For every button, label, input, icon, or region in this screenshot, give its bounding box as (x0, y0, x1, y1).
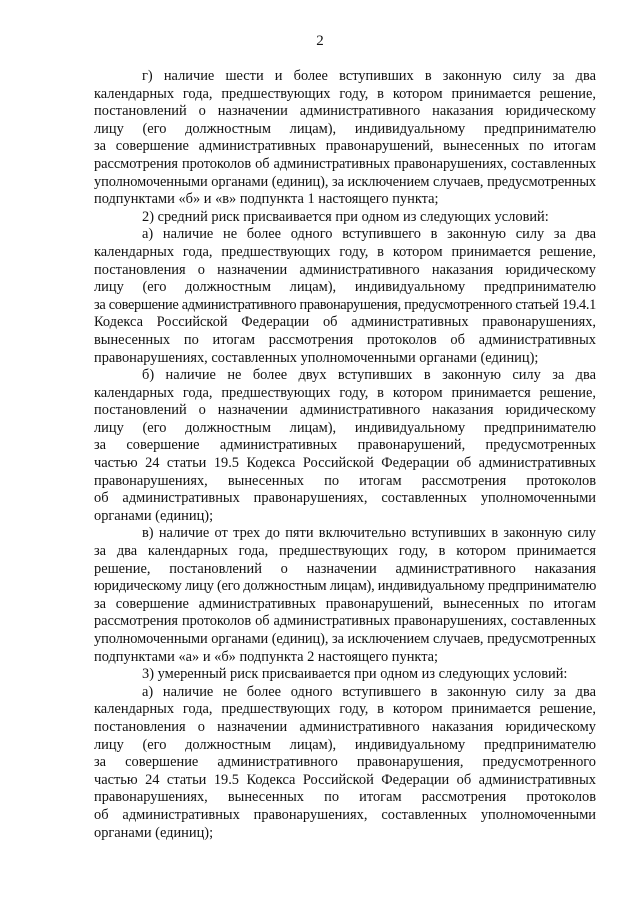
text-line: органами (единиц); (94, 824, 214, 841)
text-line: правонарушениях, составленных уполномоченными органами (единиц); (94, 349, 539, 366)
text-line: рассмотрения протоколов об административных правонарушениях, составленных (94, 613, 596, 630)
text-line: правонарушениях, вынесенных по итогам рассмотрения протоколов (94, 789, 596, 806)
text-line: вынесенных по итогам рассмотрения протоколов об административных (94, 331, 596, 348)
text-line: рассмотрения протоколов об административных правонарушениях, составленных (94, 155, 596, 172)
text-line: лицу (его должностным лицам), индивидуальному предпринимателю (94, 279, 596, 296)
text-line: об административных правонарушениях, составленных уполномоченными (94, 806, 596, 823)
text-line: подпунктами «б» и «в» подпункта 1 настоящего пункта; (94, 191, 439, 208)
text-line: постановления о назначении административного наказания юридическому (94, 261, 596, 278)
text-line: календарных года, предшествующих году, в котором принимается решение, (94, 243, 596, 260)
document-body (94, 68, 596, 842)
text-line: постановлений о назначении административного наказания юридическому (94, 103, 596, 120)
text-line: лицу (его должностным лицам), индивидуальному предпринимателю (94, 736, 596, 753)
text-line: а) наличие не более одного вступившего в законную силу за два (142, 683, 596, 700)
text-line: за совершение административных правонарушений, вынесенных по итогам (94, 138, 596, 155)
text-line: за совершение административного правонарушения, предусмотренного статьей 19.4.1 (94, 296, 596, 313)
text-line: календарных года, предшествующих году, в котором принимается решение, (94, 701, 596, 718)
text-line: за совершение административных правонарушений, вынесенных по итогам (94, 595, 596, 612)
text-line: юридическому лицу (его должностным лицам), индивидуальному предпринимателю (94, 578, 597, 595)
text-line: решение, постановлений о назначении административного наказания (94, 560, 596, 577)
text-line: за совершение административных правонарушений, предусмотренных (94, 437, 596, 454)
text-line: Кодекса Российской Федерации об административных правонарушениях, (94, 314, 596, 331)
text-line: частью 24 статьи 19.5 Кодекса Российской Федерации об административных (94, 455, 596, 472)
text-line: в) наличие от трех до пяти включительно вступивших в законную силу (142, 525, 596, 542)
text-line: постановлений о назначении административного наказания юридическому (94, 402, 596, 419)
text-line: 2) средний риск присваивается при одном из следующих условий: (142, 208, 549, 225)
text-line: за совершение административного правонарушения, предусмотренного (94, 754, 596, 771)
page-number: 2 (316, 33, 324, 49)
text-line: уполномоченными органами (единиц), за исключением случаев, предусмотренных (94, 631, 596, 647)
text-line: календарных года, предшествующих году, в котором принимается решение, (94, 384, 596, 401)
text-line: а) наличие не более одного вступившего в законную силу за два (142, 226, 596, 243)
text-line: за два календарных года, предшествующих году, в котором принимается (94, 543, 596, 560)
text-line: 3) умеренный риск присваивается при одном из следующих условий: (142, 666, 568, 683)
text-line: г) наличие шести и более вступивших в законную силу за два (142, 68, 596, 84)
text-line: об административных правонарушениях, составленных уполномоченными (94, 490, 596, 507)
text-line: б) наличие не более двух вступивших в законную силу за два (142, 367, 596, 384)
text-line: лицу (его должностным лицам), индивидуальному предпринимателю (94, 419, 596, 436)
text-line: частью 24 статьи 19.5 Кодекса Российской Федерации об административных (94, 771, 596, 788)
text-line: правонарушениях, вынесенных по итогам рассмотрения протоколов (94, 472, 596, 489)
text-line: подпунктами «а» и «б» подпункта 2 настоящего пункта; (94, 648, 439, 665)
text-line: лицу (его должностным лицам), индивидуальному предпринимателю (94, 120, 596, 137)
text-line: постановления о назначении административного наказания юридическому (94, 718, 596, 735)
text-line: органами (единиц); (94, 507, 214, 524)
text-line: календарных года, предшествующих году, в котором принимается решение, (94, 85, 596, 102)
text-line: уполномоченными органами (единиц), за исключением случаев, предусмотренных (94, 173, 596, 190)
